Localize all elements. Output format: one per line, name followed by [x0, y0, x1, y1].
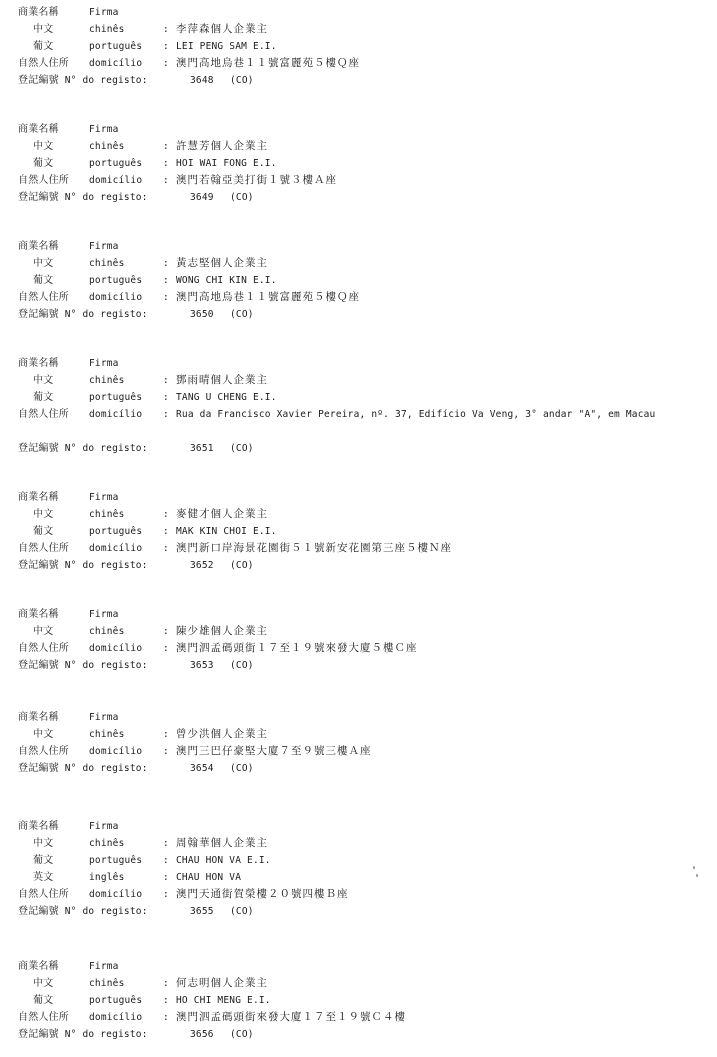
- registry-code: (CO): [230, 75, 254, 86]
- chinese-name-row: [0, 255, 717, 272]
- firm-heading-row: [0, 238, 717, 255]
- registry-number: 3652: [190, 560, 214, 571]
- domicile-label-zh: 自然人住所: [18, 58, 69, 69]
- domicile-value: 澳門泗孟碼頭街１７至１９號來發大廈５樓Ｃ座: [176, 642, 418, 654]
- domicile-row: [0, 289, 717, 306]
- portuguese-label-zh: 葡文: [33, 41, 54, 52]
- chinese-name-value: 周翰華個人企業主: [176, 837, 268, 849]
- registry-label-zh: 登記編號: [18, 75, 59, 86]
- registry-number: 3656: [190, 1029, 214, 1040]
- domicile-row: [0, 406, 717, 440]
- english-label-pt: inglês: [89, 872, 125, 883]
- registry-label: [18, 189, 148, 206]
- portuguese-label-pt: português: [89, 995, 143, 1006]
- domicile-label-zh: 自然人住所: [18, 409, 69, 420]
- registry-label-zh: 登記編號: [18, 192, 59, 203]
- chinese-name-row: [0, 372, 717, 389]
- chinese-name-value: 李萍森個人企業主: [176, 23, 268, 35]
- firm-label-zh: 商業名稱: [18, 609, 59, 620]
- portuguese-name-value: HOI WAI FONG E.I.: [176, 158, 277, 169]
- chinese-name-value: 鄧雨晴個人企業主: [176, 374, 268, 386]
- colon: :: [163, 58, 169, 69]
- portuguese-name-row: [0, 523, 717, 540]
- portuguese-label-pt: português: [89, 855, 143, 866]
- portuguese-label-zh: 葡文: [33, 855, 54, 866]
- registry-code: (CO): [230, 309, 254, 320]
- registry-number: 3649: [190, 192, 214, 203]
- colon: :: [163, 258, 169, 269]
- chinese-name-row: [0, 975, 717, 992]
- domicile-value: Rua da Francisco Xavier Pereira, nº. 37, Edifício Va Veng, 3° andar "A", em Macau: [176, 409, 656, 420]
- registry-label-zh: 登記編號: [18, 906, 59, 917]
- portuguese-name-row: [0, 155, 717, 172]
- registry-label-zh: 登記編號: [18, 309, 59, 320]
- firm-label-zh: 商業名稱: [18, 7, 59, 18]
- domicile-label-pt: domicílio: [89, 58, 143, 69]
- chinese-label-zh: 中文: [33, 729, 54, 740]
- chinese-name-value: 曾少洪個人企業主: [176, 728, 268, 740]
- firm-heading-row: [0, 489, 717, 506]
- chinese-label-zh: 中文: [33, 375, 54, 386]
- firm-heading-row: [0, 709, 717, 726]
- registry-label: [18, 72, 148, 89]
- firm-label-zh: 商業名稱: [18, 124, 59, 135]
- colon: :: [163, 175, 169, 186]
- colon: :: [163, 526, 169, 537]
- registry-label: [18, 903, 148, 920]
- firm-label-pt: Firma: [89, 492, 119, 503]
- registry-label: [18, 657, 148, 674]
- registry-code: (CO): [230, 906, 254, 917]
- portuguese-label-pt: português: [89, 158, 143, 169]
- portuguese-label-zh: 葡文: [33, 526, 54, 537]
- firm-label-pt: Firma: [89, 712, 119, 723]
- colon: :: [163, 643, 169, 654]
- registry-number-row: [0, 189, 717, 206]
- firm-heading-row: [0, 606, 717, 623]
- registry-number: 3651: [190, 443, 214, 454]
- registry-number-row: [0, 1026, 717, 1043]
- registry-code: (CO): [230, 1029, 254, 1040]
- chinese-name-row: [0, 138, 717, 155]
- portuguese-label-pt: português: [89, 392, 143, 403]
- colon: :: [163, 292, 169, 303]
- registry-label-zh: 登記編號: [18, 660, 59, 671]
- registry-label: [18, 557, 148, 574]
- colon: :: [163, 872, 169, 883]
- firm-label-pt: Firma: [89, 7, 119, 18]
- chinese-label-pt: chinês: [89, 509, 125, 520]
- domicile-row: [0, 1009, 717, 1026]
- chinese-label-zh: 中文: [33, 24, 54, 35]
- portuguese-name-row: [0, 389, 717, 406]
- chinese-label-pt: chinês: [89, 978, 125, 989]
- domicile-label-zh: 自然人住所: [18, 1012, 69, 1023]
- domicile-label-pt: domicílio: [89, 292, 143, 303]
- domicile-label-pt: domicílio: [89, 175, 143, 186]
- portuguese-label-zh: 葡文: [33, 275, 54, 286]
- domicile-label-zh: 自然人住所: [18, 889, 69, 900]
- portuguese-name-value: HO CHI MENG E.I.: [176, 995, 271, 1006]
- english-name-value: CHAU HON VA: [176, 872, 242, 883]
- registry-code: (CO): [230, 660, 254, 671]
- colon: :: [163, 978, 169, 989]
- chinese-name-row: [0, 21, 717, 38]
- firm-label-pt: Firma: [89, 241, 119, 252]
- portuguese-name-value: MAK KIN CHOI E.I.: [176, 526, 277, 537]
- colon: :: [163, 626, 169, 637]
- registry-code: (CO): [230, 763, 254, 774]
- chinese-name-value: 黃志堅個人企業主: [176, 257, 268, 269]
- domicile-value: 澳門泗孟碼頭街來發大廈１７至１９號Ｃ４樓: [176, 1011, 406, 1023]
- portuguese-label-pt: português: [89, 41, 143, 52]
- registry-label-pt: N° do registo:: [64, 560, 148, 571]
- registry-number-row: [0, 440, 717, 457]
- domicile-label-zh: 自然人住所: [18, 543, 69, 554]
- registry-label: [18, 1026, 148, 1043]
- firm-heading-row: [0, 4, 717, 21]
- firm-label-pt: Firma: [89, 609, 119, 620]
- domicile-label-pt: domicílio: [89, 1012, 143, 1023]
- chinese-name-row: [0, 835, 717, 852]
- portuguese-label-pt: português: [89, 275, 143, 286]
- registry-label: [18, 440, 148, 457]
- registry-label-pt: N° do registo:: [64, 660, 148, 671]
- colon: :: [163, 729, 169, 740]
- registry-label-zh: 登記編號: [18, 443, 59, 454]
- domicile-value: 澳門若翰亞美打街１號３樓Ａ座: [176, 174, 337, 186]
- registry-number-row: [0, 306, 717, 323]
- registry-number-row: [0, 903, 717, 920]
- colon: :: [163, 543, 169, 554]
- registry-label-pt: N° do registo:: [64, 75, 148, 86]
- registry-number-row: [0, 557, 717, 574]
- domicile-value: 澳門高地烏巷１１號富麗苑５樓Ｑ座: [176, 57, 360, 69]
- domicile-value: 澳門三巴仔豪堅大廈７至９號三樓Ａ座: [176, 745, 372, 757]
- colon: :: [163, 995, 169, 1006]
- portuguese-name-value: TANG U CHENG E.I.: [176, 392, 277, 403]
- registry-number-row: [0, 72, 717, 89]
- scan-speck: [693, 866, 695, 869]
- portuguese-name-row: [0, 272, 717, 289]
- scan-speck: [696, 874, 698, 877]
- firm-label-zh: 商業名稱: [18, 712, 59, 723]
- registry-label-zh: 登記編號: [18, 1029, 59, 1040]
- firm-label-zh: 商業名稱: [18, 492, 59, 503]
- chinese-label-pt: chinês: [89, 258, 125, 269]
- domicile-label-pt: domicílio: [89, 889, 143, 900]
- registry-label-zh: 登記編號: [18, 763, 59, 774]
- english-name-row: [0, 869, 717, 886]
- chinese-name-row: [0, 506, 717, 523]
- colon: :: [163, 746, 169, 757]
- firm-label-zh: 商業名稱: [18, 821, 59, 832]
- chinese-label-zh: 中文: [33, 141, 54, 152]
- registry-code: (CO): [230, 443, 254, 454]
- portuguese-name-row: [0, 38, 717, 55]
- chinese-label-pt: chinês: [89, 838, 125, 849]
- chinese-label-pt: chinês: [89, 729, 125, 740]
- domicile-label-pt: domicílio: [89, 543, 143, 554]
- registry-label: [18, 760, 148, 777]
- registry-code: (CO): [230, 560, 254, 571]
- registry-number: 3655: [190, 906, 214, 917]
- colon: :: [163, 41, 169, 52]
- registry-number: 3654: [190, 763, 214, 774]
- portuguese-label-zh: 葡文: [33, 158, 54, 169]
- registry-number-row: [0, 657, 717, 674]
- domicile-row: [0, 640, 717, 657]
- firm-label-zh: 商業名稱: [18, 961, 59, 972]
- chinese-label-pt: chinês: [89, 375, 125, 386]
- domicile-row: [0, 886, 717, 903]
- chinese-label-pt: chinês: [89, 24, 125, 35]
- chinese-name-row: [0, 623, 717, 640]
- english-label-zh: 英文: [33, 872, 54, 883]
- domicile-label-zh: 自然人住所: [18, 292, 69, 303]
- registry-number: 3650: [190, 309, 214, 320]
- portuguese-label-zh: 葡文: [33, 392, 54, 403]
- domicile-label-zh: 自然人住所: [18, 175, 69, 186]
- portuguese-label-pt: português: [89, 526, 143, 537]
- domicile-value: 澳門高地烏巷１１號富麗苑５樓Ｑ座: [176, 291, 360, 303]
- registry-label: [18, 306, 148, 323]
- registry-number: 3653: [190, 660, 214, 671]
- registry-label-pt: N° do registo:: [64, 1029, 148, 1040]
- chinese-label-zh: 中文: [33, 978, 54, 989]
- portuguese-name-value: WONG CHI KIN E.I.: [176, 275, 277, 286]
- firm-heading-row: [0, 355, 717, 372]
- colon: :: [163, 24, 169, 35]
- colon: :: [163, 375, 169, 386]
- registry-label-pt: N° do registo:: [64, 906, 148, 917]
- chinese-label-zh: 中文: [33, 509, 54, 520]
- colon: :: [163, 141, 169, 152]
- domicile-value: 澳門天通街賀榮樓２０號四樓Ｂ座: [176, 888, 349, 900]
- firm-label-pt: Firma: [89, 358, 119, 369]
- domicile-label-zh: 自然人住所: [18, 643, 69, 654]
- firm-heading-row: [0, 958, 717, 975]
- firm-label-zh: 商業名稱: [18, 241, 59, 252]
- chinese-label-zh: 中文: [33, 626, 54, 637]
- domicile-row: [0, 743, 717, 760]
- portuguese-name-value: LEI PENG SAM E.I.: [176, 41, 277, 52]
- firm-label-pt: Firma: [89, 821, 119, 832]
- colon: :: [163, 838, 169, 849]
- domicile-label-zh: 自然人住所: [18, 746, 69, 757]
- chinese-label-zh: 中文: [33, 838, 54, 849]
- portuguese-label-zh: 葡文: [33, 995, 54, 1006]
- colon: :: [163, 158, 169, 169]
- portuguese-name-row: [0, 852, 717, 869]
- domicile-row: [0, 172, 717, 189]
- domicile-label-pt: domicílio: [89, 746, 143, 757]
- portuguese-name-value: CHAU HON VA E.I.: [176, 855, 271, 866]
- chinese-name-value: 麥健才個人企業主: [176, 508, 268, 520]
- chinese-name-value: 何志明個人企業主: [176, 977, 268, 989]
- colon: :: [163, 855, 169, 866]
- colon: :: [163, 392, 169, 403]
- chinese-label-pt: chinês: [89, 626, 125, 637]
- colon: :: [163, 1012, 169, 1023]
- registry-number: 3648: [190, 75, 214, 86]
- registry-label-zh: 登記編號: [18, 560, 59, 571]
- domicile-label-pt: domicílio: [89, 409, 143, 420]
- registry-label-pt: N° do registo:: [64, 763, 148, 774]
- domicile-label-pt: domicílio: [89, 643, 143, 654]
- chinese-label-zh: 中文: [33, 258, 54, 269]
- chinese-name-value: 陳少雄個人企業主: [176, 625, 268, 637]
- domicile-row: [0, 540, 717, 557]
- chinese-name-row: [0, 726, 717, 743]
- firm-heading-row: [0, 121, 717, 138]
- domicile-value: 澳門新口岸海景花園街５１號新安花園第三座５樓Ｎ座: [176, 542, 452, 554]
- firm-label-pt: Firma: [89, 124, 119, 135]
- firm-label-zh: 商業名稱: [18, 358, 59, 369]
- registry-label-pt: N° do registo:: [64, 443, 148, 454]
- registry-label-pt: N° do registo:: [64, 192, 148, 203]
- colon: :: [163, 409, 169, 420]
- colon: :: [163, 509, 169, 520]
- firm-label-pt: Firma: [89, 961, 119, 972]
- domicile-row: [0, 55, 717, 72]
- chinese-name-value: 許慧芳個人企業主: [176, 140, 268, 152]
- registry-label-pt: N° do registo:: [64, 309, 148, 320]
- colon: :: [163, 275, 169, 286]
- chinese-label-pt: chinês: [89, 141, 125, 152]
- colon: :: [163, 889, 169, 900]
- registry-number-row: [0, 760, 717, 777]
- registry-code: (CO): [230, 192, 254, 203]
- firm-heading-row: [0, 818, 717, 835]
- portuguese-name-row: [0, 992, 717, 1009]
